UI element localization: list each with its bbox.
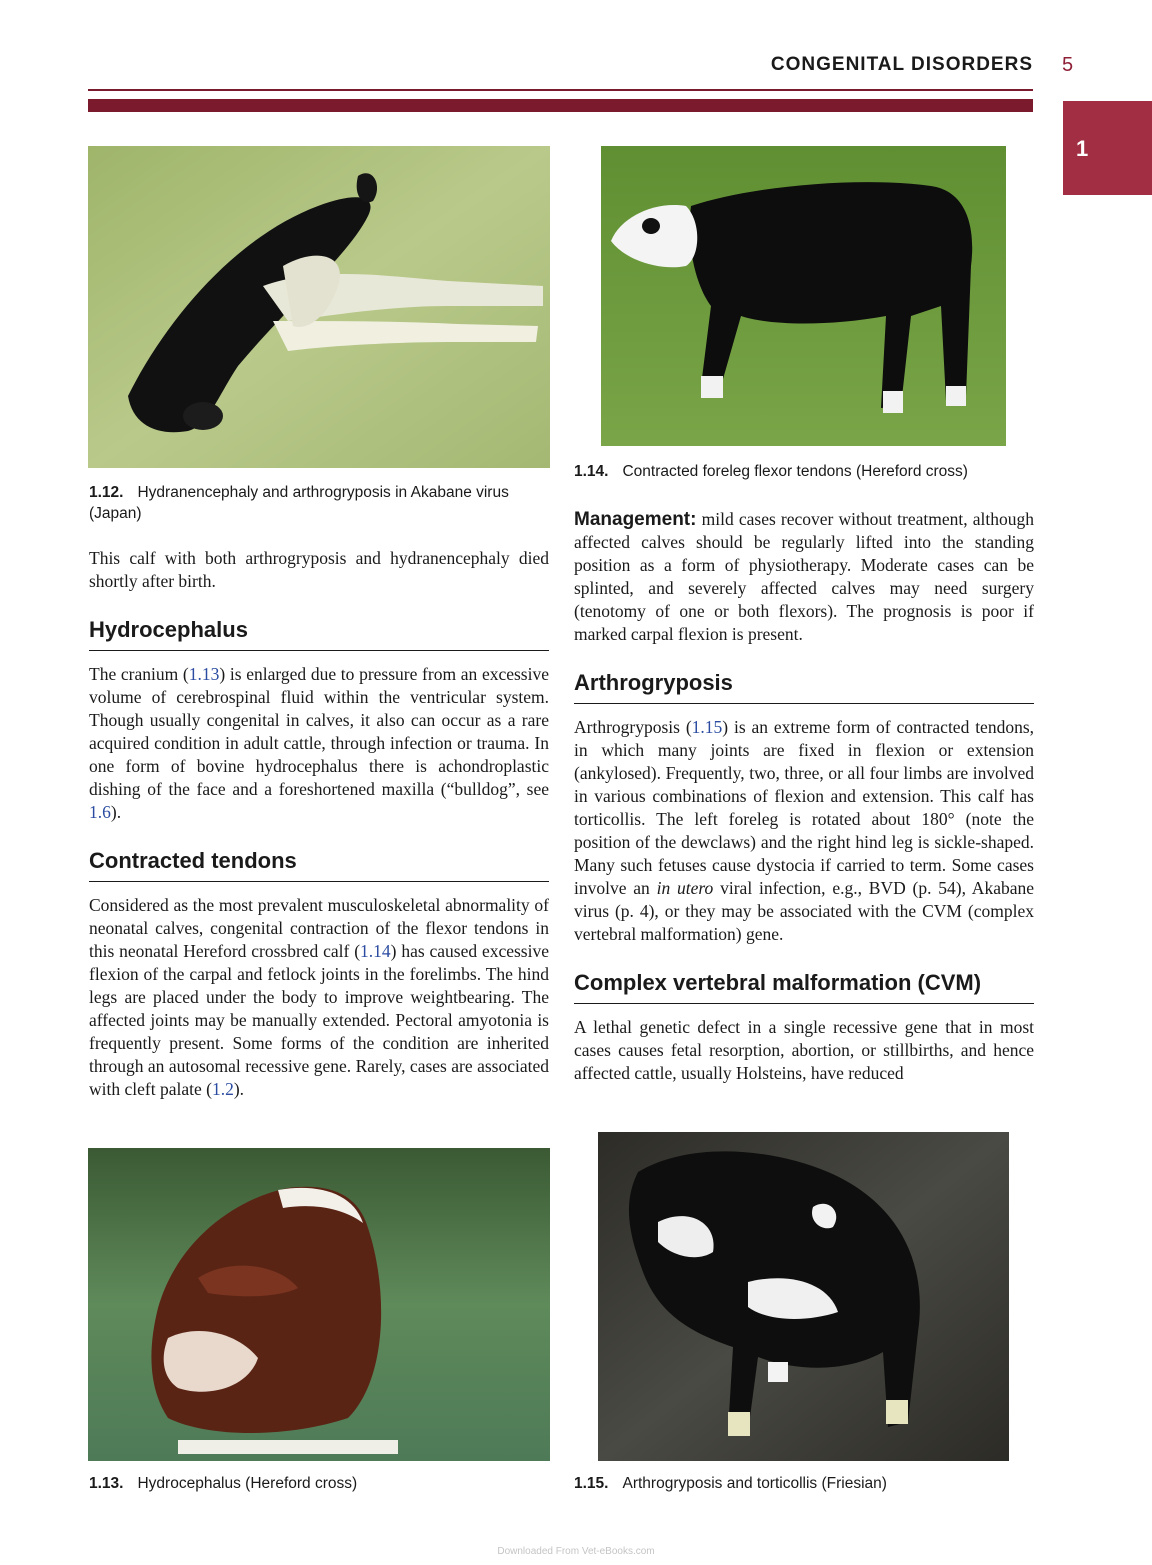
footer-watermark: Downloaded From Vet-eBooks.com: [497, 1546, 655, 1557]
page-number: 5: [1062, 54, 1074, 76]
figure-link-1-15[interactable]: 1.15: [691, 717, 723, 737]
left-column: [89, 547, 549, 1101]
hydrocephalus-paragraph: [89, 663, 549, 824]
header-rule-thin: [88, 89, 1033, 91]
figure-number: 1.13.: [89, 1475, 124, 1492]
text-run: ).: [233, 1079, 245, 1099]
text-run: ).: [110, 802, 122, 822]
figure-link-1-14[interactable]: 1.14: [360, 941, 391, 961]
heading-cvm: Complex vertebral malformation (CVM): [574, 970, 1034, 1004]
intro-paragraph: This calf with both arthrogryposis and hydranencephaly died shortly after birth.: [89, 548, 549, 591]
text-run: Considered as the most prevalent musculoskeletal abnormality of neonatal calves, congenital contraction of the flexor tendons in this neonatal Hereford crossbred calf (: [89, 895, 549, 961]
figure-1-15-caption: [574, 1473, 1034, 1494]
figure-1-14-photo: [601, 146, 1006, 446]
heading-arthrogryposis: Arthrogryposis: [574, 670, 1034, 704]
text-run: ) is enlarged due to pressure from an excessive volume of cerebrospinal fluid within the ventricular system. Though usually congenital in calves, it also can occur as a rare acquired condition in adult cattle, through infection or trauma. In one form of bovine hydrocephalus there is achondroplastic dishing of the face and a foreshortened maxilla (“bulldog”, see: [89, 664, 549, 799]
running-title: CONGENITAL DISORDERS: [770, 54, 1033, 75]
figure-number: 1.12.: [89, 484, 124, 501]
caption-text: Hydranencephaly and arthrogryposis in Akabane virus (Japan): [89, 484, 509, 522]
cvm-paragraph: A lethal genetic defect in a single recessive gene that in most cases causes fetal resorption, abortion, or stillbirths, and hence affected cattle, usually Holsteins, have reduced: [574, 1017, 1034, 1083]
figure-1-15-photo: [598, 1132, 1009, 1461]
text-run: Arthrogryposis (: [574, 717, 692, 737]
chapter-number: 1: [1076, 136, 1089, 161]
text-run: ) is an extreme form of contracted tendons, in which many joints are fixed in flexion or extension (ankylosed). Frequently, two, three, or all four limbs are involved in various combinations of flexion and extension. This calf has torticollis. The left foreleg is rotated about 180° (note the position of the dewclaws) and the right hind leg is sickle-shaped. Many such fetuses cause dystocia if carried to term. Some cases involve an: [574, 717, 1035, 898]
text-run: ) has caused excessive flexion of the carpal and fetlock joints in the forelimbs. The hind legs are placed under the body to improve weightbearing. The affected joints may be manually extended. Pectoral amyotonia is frequently present. Some forms of the condition are inherited through an autosomal recessive gene. Rarely, cases are associated with cleft palate (: [89, 941, 549, 1099]
heading-contracted-tendons: Contracted tendons: [89, 848, 549, 882]
figure-1-12-caption: [89, 482, 549, 524]
management-label: Management:: [574, 509, 697, 530]
figure-number: 1.14.: [574, 463, 609, 480]
text-run: The cranium (: [89, 664, 189, 684]
arthrogryposis-paragraph: [574, 716, 1034, 946]
figure-1-13-photo: [88, 1148, 550, 1461]
italic-text: in utero: [656, 878, 714, 898]
caption-text: Contracted foreleg flexor tendons (Hereford cross): [622, 463, 968, 480]
header-rule-thick: [88, 99, 1033, 112]
caption-text: Hydrocephalus (Hereford cross): [137, 1475, 358, 1492]
figure-1-13-caption: [89, 1473, 549, 1494]
chapter-tab: [1063, 101, 1152, 195]
caption-text: Arthrogryposis and torticollis (Friesian): [622, 1475, 887, 1492]
figure-link-1-13[interactable]: 1.13: [188, 664, 220, 684]
right-column: [574, 508, 1034, 1085]
management-paragraph: [574, 508, 1034, 646]
figure-link-1-6[interactable]: 1.6: [89, 802, 111, 822]
text-run: viral infection, e.g., BVD (p. 54), Akabane virus (p. 4), or they may be associated with the CVM (complex vertebral malformation) gene.: [574, 878, 1034, 944]
heading-hydrocephalus: Hydrocephalus: [89, 617, 549, 651]
figure-1-14-caption: [574, 461, 1034, 482]
figure-link-1-2[interactable]: 1.2: [211, 1079, 234, 1099]
figure-1-12-photo: [88, 146, 550, 468]
text-run: mild cases recover without treatment, although affected calves should be regularly lifted into the standing position as a form of physiotherapy. Moderate cases can be splinted, and severely affected calves may need surgery (tenotomy of one or both flexors). The prognosis is poor if marked carpal flexion is present.: [574, 509, 1034, 644]
contracted-tendons-paragraph: [89, 894, 549, 1101]
figure-number: 1.15.: [574, 1475, 609, 1492]
